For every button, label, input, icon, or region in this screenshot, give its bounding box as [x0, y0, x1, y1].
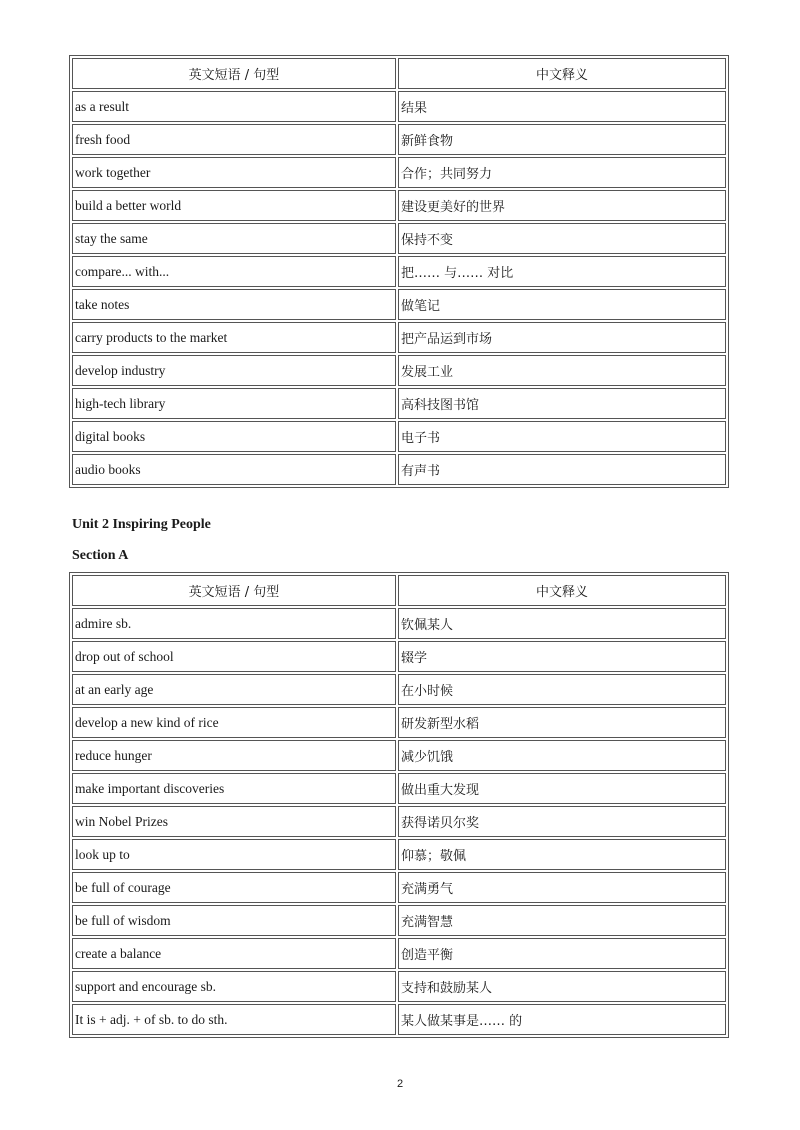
phrase-chinese: 电子书: [398, 421, 726, 452]
phrase-chinese: 建设更美好的世界: [398, 190, 726, 221]
table-row: [72, 454, 726, 485]
phrase-english: stay the same: [72, 223, 396, 254]
phrase-english: drop out of school: [72, 641, 396, 672]
phrase-english: as a result: [72, 91, 396, 122]
vocab-table-2: [69, 572, 729, 1038]
phrase-english: admire sb.: [72, 608, 396, 639]
table-row: [72, 124, 726, 155]
phrase-english: It is + adj. + of sb. to do sth.: [72, 1004, 396, 1035]
phrase-chinese: 把产品运到市场: [398, 322, 726, 353]
phrase-chinese: 某人做某事是…… 的: [398, 1004, 726, 1035]
phrase-english: work together: [72, 157, 396, 188]
phrase-english: reduce hunger: [72, 740, 396, 771]
header-english: 英文短语 / 句型: [72, 58, 396, 89]
table-row: [72, 157, 726, 188]
table-row: [72, 839, 726, 870]
phrase-english: develop a new kind of rice: [72, 707, 396, 738]
phrase-chinese: 充满勇气: [398, 872, 726, 903]
phrase-english: carry products to the market: [72, 322, 396, 353]
table-row: [72, 905, 726, 936]
phrase-english: be full of courage: [72, 872, 396, 903]
phrase-chinese: 结果: [398, 91, 726, 122]
phrase-english: win Nobel Prizes: [72, 806, 396, 837]
table-row: [72, 938, 726, 969]
phrase-chinese: 仰慕；敬佩: [398, 839, 726, 870]
phrase-chinese: 创造平衡: [398, 938, 726, 969]
phrase-chinese: 获得诺贝尔奖: [398, 806, 726, 837]
phrase-chinese: 把…… 与…… 对比: [398, 256, 726, 287]
table-row: [72, 223, 726, 254]
table-row: [72, 641, 726, 672]
table-row: [72, 388, 726, 419]
table-row: [72, 421, 726, 452]
header-chinese: 中文释义: [398, 575, 726, 606]
phrase-english: look up to: [72, 839, 396, 870]
phrase-english: make important discoveries: [72, 773, 396, 804]
phrase-english: at an early age: [72, 674, 396, 705]
phrase-chinese: 减少饥饿: [398, 740, 726, 771]
table-row: [72, 91, 726, 122]
table-row: [72, 971, 726, 1002]
phrase-chinese: 保持不变: [398, 223, 726, 254]
table-row: [72, 707, 726, 738]
phrase-english: audio books: [72, 454, 396, 485]
header-english: 英文短语 / 句型: [72, 575, 396, 606]
section-heading: Section A: [72, 548, 129, 563]
table-row: [72, 355, 726, 386]
phrase-english: be full of wisdom: [72, 905, 396, 936]
phrase-chinese: 有声书: [398, 454, 726, 485]
table-row: [72, 773, 726, 804]
phrase-english: take notes: [72, 289, 396, 320]
phrase-english: create a balance: [72, 938, 396, 969]
phrase-chinese: 新鲜食物: [398, 124, 726, 155]
phrase-chinese: 合作；共同努力: [398, 157, 726, 188]
phrase-chinese: 发展工业: [398, 355, 726, 386]
table-body: [72, 91, 726, 485]
phrase-chinese: 充满智慧: [398, 905, 726, 936]
phrase-chinese: 做出重大发现: [398, 773, 726, 804]
table-row: [72, 674, 726, 705]
table-row: [72, 1004, 726, 1035]
phrase-chinese: 研发新型水稻: [398, 707, 726, 738]
table-row: [72, 289, 726, 320]
table-row: [72, 608, 726, 639]
table-row: [72, 872, 726, 903]
phrase-chinese: 做笔记: [398, 289, 726, 320]
header-chinese: 中文释义: [398, 58, 726, 89]
table-row: [72, 256, 726, 287]
table-header-row: [72, 58, 726, 89]
phrase-chinese: 支持和鼓励某人: [398, 971, 726, 1002]
page-number: 2: [396, 1078, 404, 1090]
phrase-english: support and encourage sb.: [72, 971, 396, 1002]
phrase-chinese: 辍学: [398, 641, 726, 672]
phrase-chinese: 钦佩某人: [398, 608, 726, 639]
table-row: [72, 190, 726, 221]
phrase-english: fresh food: [72, 124, 396, 155]
phrase-english: compare... with...: [72, 256, 396, 287]
phrase-english: build a better world: [72, 190, 396, 221]
phrase-english: develop industry: [72, 355, 396, 386]
phrase-chinese: 高科技图书馆: [398, 388, 726, 419]
table-row: [72, 806, 726, 837]
vocab-table-1: [69, 55, 729, 488]
table-header-row: [72, 575, 726, 606]
table-row: [72, 322, 726, 353]
phrase-english: high-tech library: [72, 388, 396, 419]
table-row: [72, 740, 726, 771]
table-body: [72, 608, 726, 1035]
phrase-english: digital books: [72, 421, 396, 452]
phrase-chinese: 在小时候: [398, 674, 726, 705]
unit-heading: Unit 2 Inspiring People: [72, 517, 211, 532]
